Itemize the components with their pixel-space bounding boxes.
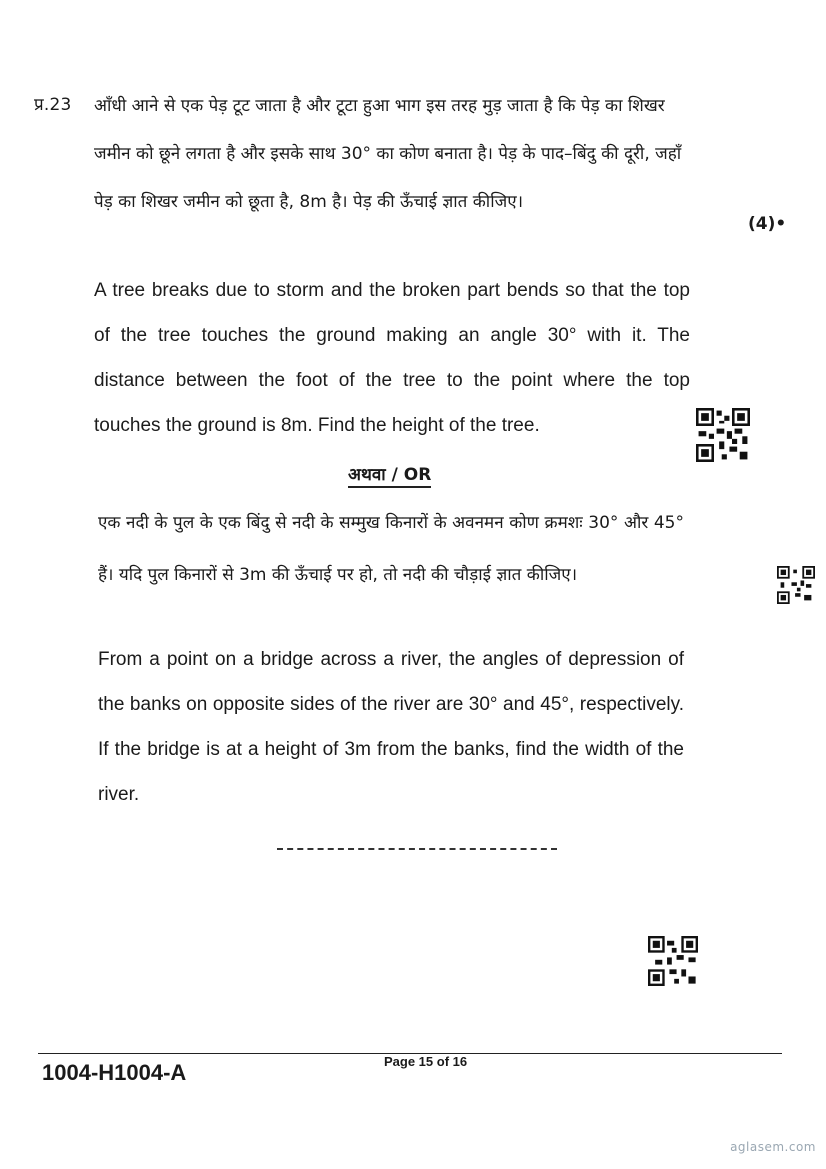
end-divider [277,848,557,850]
watermark-text: aglasem.com [730,1140,816,1154]
question-english-text: A tree breaks due to storm and the broken part bends so that the top of the tree touches the ground making an angle 30° with it. The distance between the foot of the tree to the point where the top touches the ground is 8m. Find the height of the tree. [94,280,690,436]
question-number: प्र.23 [34,95,72,115]
qr-code-icon [648,936,698,986]
alternative-hindi-text: एक नदी के पुल के एक बिंदु से नदी के सम्मुख किनारों के अवनमन कोण क्रमशः 30° और 45° हैं। यदि पुल किनारों से 3m की ऊँचाई पर हो, तो नदी की चौड़ाई ज्ञात कीजिए। [98,513,684,585]
alternative-english-text: From a point on a bridge across a river, the angles of depression of the banks on opposite sides of the river are 30° and 45°, respectively. If the bridge is at a height of 3m from the banks, find the width of the river. [98,649,684,805]
qr-code-icon [696,408,750,462]
page-number: Page 15 of 16 [384,1054,468,1069]
question-marks: (4)• [748,214,787,234]
qr-code-icon [777,566,815,604]
question-hindi-text: आँधी आने से एक पेड़ टूट जाता है और टूटा हुआ भाग इस तरह मुड़ जाता है कि पेड़ का शिखर जमीन को छूने लगता है और इसके साथ 30° का कोण बनाता है। पेड़ के पाद–बिंदु की दूरी, जहाँ पेड़ का शिखर जमीन को छूता है, 8m है। पेड़ की ऊँचाई ज्ञात कीजिए। [94,96,682,212]
or-heading: अथवा / OR [348,462,431,488]
paper-code: 1004-H1004-A [42,1060,187,1085]
